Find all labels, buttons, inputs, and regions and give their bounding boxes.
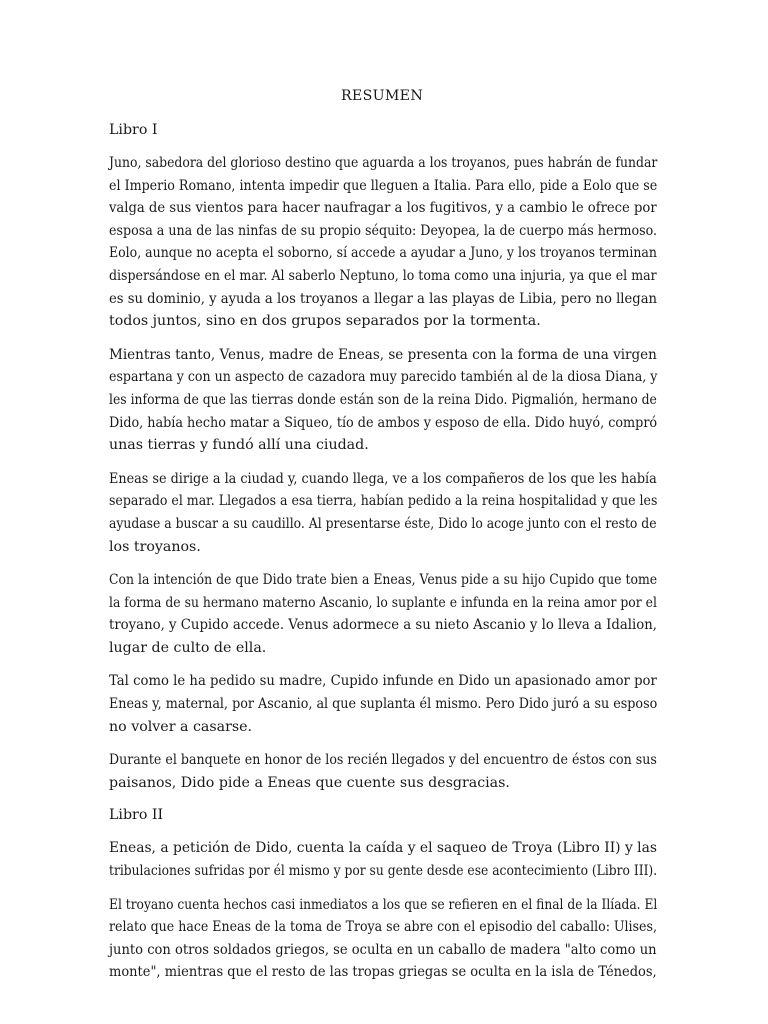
paragraph-line: ayudase a buscar a su caudillo. Al presentarse éste, Dido lo acoge junto con el resto de	[109, 515, 657, 532]
paragraph	[109, 670, 658, 738]
paragraph-line: monte", mientras que el resto de las tropas griegas se oculta en la isla de Ténedos,	[109, 964, 657, 981]
paragraph-line: El troyano cuenta hechos casi inmediatos a los que se refieren en el final de la Ilíada. El	[109, 896, 658, 913]
paragraph-line: no volver a casarse.	[109, 718, 253, 735]
paragraph-line: les informa de que las tierras donde están son de la reina Dido. Pigmalión, hermano de	[109, 391, 657, 408]
document-body	[109, 120, 658, 984]
paragraph-line: Eneas y, maternal, por Ascanio, al que suplanta él mismo. Pero Dido juró a su esposo	[109, 696, 658, 713]
page-title: RESUMEN	[340, 88, 424, 104]
paragraph-line: los troyanos.	[109, 538, 201, 555]
paragraph	[109, 837, 658, 882]
section-heading: Libro I	[109, 122, 158, 138]
paragraph-line: esposa a una de las ninfas de su propio séquito: Deyopea, la de cuerpo más hermoso.	[109, 222, 658, 239]
paragraph	[109, 344, 658, 457]
paragraph-line: Eolo, aunque no acepta el soborno, sí accede a ayudar a Juno, y los troyanos terminan	[109, 245, 657, 262]
paragraph-line: el Imperio Romano, intenta impedir que lleguen a Italia. Para ello, pide a Eolo que se	[109, 177, 658, 194]
paragraph-line: relato que hace Eneas de la toma de Troya se abre con el episodio del caballo: Ulises,	[109, 919, 657, 936]
paragraph-line: espartana y con un aspecto de cazadora muy parecido también al de la diosa Diana, y	[109, 369, 658, 386]
paragraph-line: troyano, y Cupido accede. Venus adormece a su nieto Ascanio y lo lleva a Idalion,	[109, 617, 658, 634]
paragraph-line: junto con otros soldados griegos, se oculta en un caballo de madera "alto como un	[109, 941, 657, 958]
paragraph	[109, 569, 658, 659]
paragraph-line: Dido, había hecho matar a Siqueo, tío de ambos y esposo de ella. Dido huyó, compró	[109, 414, 658, 431]
paragraph-line: la forma de su hermano materno Ascanio, lo suplante e infunda en la reina amor por el	[109, 594, 657, 611]
document-page	[109, 86, 658, 995]
paragraph-line: unas tierras y fundó allí una ciudad.	[109, 437, 369, 454]
paragraph-line: Tal como le ha pedido su madre, Cupido infunde en Dido un apasionado amor por	[109, 673, 657, 690]
paragraph-line: dispersándose en el mar. Al saberlo Neptuno, lo toma como una injuria, ya que el mar	[109, 267, 657, 284]
paragraph-line: lugar de culto de ella.	[109, 639, 267, 656]
paragraph-line: tribulaciones sufridas por él mismo y por su gente desde ese acontecimiento (Libro III).	[109, 863, 658, 880]
paragraph-line: Eneas, a petición de Dido, cuenta la caída y el saqueo de Troya (Libro II) y las	[109, 840, 657, 857]
paragraph-line: separado el mar. Llegados a esa tierra, habían pedido a la reina hospitalidad y que les	[109, 493, 658, 510]
paragraph-line: Mientras tanto, Venus, madre de Eneas, se presenta con la forma de una virgen	[109, 346, 657, 363]
section-heading: Libro II	[109, 807, 164, 824]
paragraph	[109, 894, 658, 984]
paragraph-line: Con la intención de que Dido trate bien a Eneas, Venus pide a su hijo Cupido que tome	[109, 572, 658, 589]
paragraph	[109, 152, 658, 333]
paragraph-line: paisanos, Dido pide a Eneas que cuente sus desgracias.	[109, 774, 510, 791]
paragraph-line: Juno, sabedora del glorioso destino que aguarda a los troyanos, pues habrán de fundar	[109, 155, 658, 171]
paragraph	[109, 749, 655, 794]
paragraph	[109, 468, 658, 558]
paragraph-line: es su dominio, y ayuda a los troyanos a llegar a las playas de Libia, pero no llegan	[109, 290, 658, 307]
paragraph-line: Eneas se dirige a la ciudad y, cuando llega, ve a los compañeros de los que les había	[109, 470, 657, 487]
paragraph-line: todos juntos, sino en dos grupos separados por la tormenta.	[109, 313, 541, 330]
paragraph-line: valga de sus vientos para hacer naufragar a los fugitivos, y a cambio le ofrece por	[109, 200, 657, 217]
paragraph-line: Durante el banquete en honor de los recién llegados y del encuentro de éstos con sus	[109, 752, 657, 769]
